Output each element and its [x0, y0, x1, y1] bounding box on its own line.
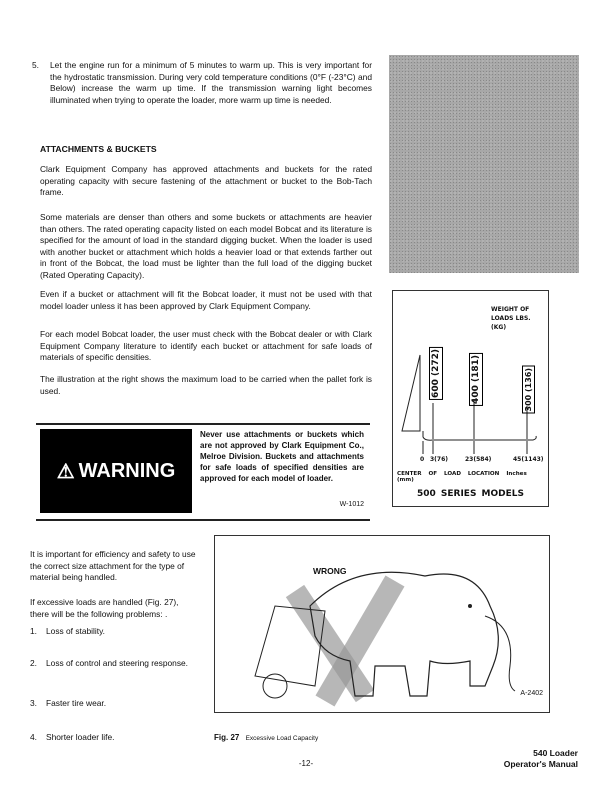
- diagram-title: 500 SERIES MODELS: [416, 489, 525, 499]
- pallet-fork-load-diagram: WEIGHT OF LOADS LBS.(KG) 600 (272) 400 (181) 300 (136) 0 3(76) 23(584) 45(1143) CENTER OF LOAD LOCATION Inches (mm) 500 SERIES MODELS: [392, 290, 549, 507]
- paragraph: It is important for efficiency and safety to use the correct size attachment for the type of material being handled.: [30, 549, 196, 583]
- paragraph: For each model Bobcat loader, the user must check with the Bobcat dealer or with Clark Equipment Company literature to identify each bucket or attachment for safe loads of materials of specific densities.: [40, 329, 372, 363]
- figure-caption: Fig. 27 Excessive Load Capacity: [214, 733, 319, 742]
- step-5-text: Let the engine run for a minimum of 5 minutes to warm up. This is very important for the hydrostatic transmission. During very cold temperature conditions (0°F (-23°C) and Below) increase the warm up time. If the transmission warning light becomes illuminated when trying to operate the loader, more warm up time is needed.: [50, 60, 372, 105]
- problem-item: Faster tire wear.: [46, 698, 107, 708]
- paragraph: Clark Equipment Company has approved attachments and buckets for the rated operating capacity with secure fastening of the attachment or bucket to the Bob-Tach frame.: [40, 164, 372, 198]
- paragraph: Some materials are denser than others and some buckets or attachments are heavier than others. The rated operating capacity listed on each model Bobcat and its literature is specified for the amount of load in the standard digging bucket. When the loader is used with another bucket or attachment which holds a heavier load or that extends farther out in front of the Bobcat, the load must be lighter than the full load of the digging bucket (Rated Operating Capacity).: [40, 212, 372, 280]
- paragraph: If excessive loads are handled (Fig. 27), there will be the following problems: .: [30, 597, 179, 619]
- wrong-label: WRONG: [313, 566, 347, 576]
- paragraph: The illustration at the right shows the maximum load to be carried when the pallet fork is used.: [40, 374, 372, 396]
- warning-box: [36, 423, 370, 521]
- step-number: 5.: [32, 60, 39, 70]
- paragraph: Even if a bucket or attachment will fit the Bobcat loader, it must not be used with that model loader unless it has been approved by Clark Equipment Company.: [40, 289, 372, 311]
- problem-item: Loss of control and steering response.: [46, 658, 188, 668]
- elephant-on-loader-illustration: [215, 536, 549, 712]
- warning-label: ⚠ WARNING: [40, 429, 192, 513]
- problem-item: Loss of stability.: [46, 626, 105, 636]
- page-number: -12-: [298, 759, 314, 768]
- warning-text: Never use attachments or buckets which are not approved by Clark Equipment Co., Melroe Division. Buckets and attachments for safe loads of specified densities are approved for each model of loader.: [200, 430, 364, 483]
- warning-triangle-icon: ⚠: [56, 460, 75, 483]
- load-300: 300 (136): [524, 368, 533, 412]
- warning-code: W-1012: [339, 501, 364, 508]
- halftone-image: [389, 55, 579, 273]
- section-heading: ATTACHMENTS & BUCKETS: [40, 144, 157, 154]
- manual-page: 5. Let the engine run for a minimum of 5 minutes to warm up. This is very important for the hydrostatic transmission. During very cold temperature conditions (0°F (-23°C) and Below) increase the warm up time. If the transmission warning light becomes illuminated when trying to operate the loader, more warm up time is needed. ATTACHMENTS & BUCKETS Clark Equipment Company has approved attachments and buckets for the rated operating capacity with secure fastening of the attachment or bucket to the Bob-Tach frame. Some materials are denser than others and some buckets or attachments are heavier than others. The rated operating capacity listed on each model Bobcat and its literature is specified for the amount of load in the standard digging bucket. When the loader is used with another bucket or attachment which holds a heavier load or that extends farther out in front of the Bobcat, the load must be lighter than the full load of the digging bucket (Rated Operating Capacity). Even if a bucket or attachment will fit the Bobcat loader, it must not be used with that model loader unless it has been approved by Clark Equipment Company. For each model Bobcat loader, the user must check with the Bobcat dealer or with Clark Equipment Company literature to identify each bucket or attachment for safe loads of materials of specific densities. The illustration at the right shows the maximum load to be carried when the pallet fork is used. ⚠ WARNING Never use attachments or buckets which are not approved by Clark Equipment Co., Melroe Division. Buckets and attachments for safe loads of specified densities are approved for each model of loader. W-1012 WEIGHT OF LOADS LBS.(KG) 600 (272) 400 (181) 300 (136) 0 3(76) 23(584) 45(1143) CENTER OF LOAD LOCATION Inches (mm) 500 SERIES MODELS It is important for efficiency and safety to use the correct size attachment for the type of material being handled. If excessive loads are handled (Fig. 27), there will be the following problems: . 1. Loss of stability. 2. Loss of control and steering response. 3. Faster tire wear. 4. Shorter loader life. WRONG A-2402 Fig. 27 Excessive Load Capacity 540 Loader Operator's Manual -12-: [0, 0, 612, 792]
- figure-27: [214, 535, 550, 713]
- axis-label: CENTER OF LOAD LOCATION Inches (mm): [397, 471, 527, 483]
- footer-title: 540 Loader Operator's Manual: [503, 748, 578, 769]
- load-400: 400 (181): [471, 355, 481, 404]
- problem-item: Shorter loader life.: [46, 732, 115, 742]
- load-600: 600 (272): [431, 349, 441, 398]
- figure-code: A-2402: [520, 690, 543, 697]
